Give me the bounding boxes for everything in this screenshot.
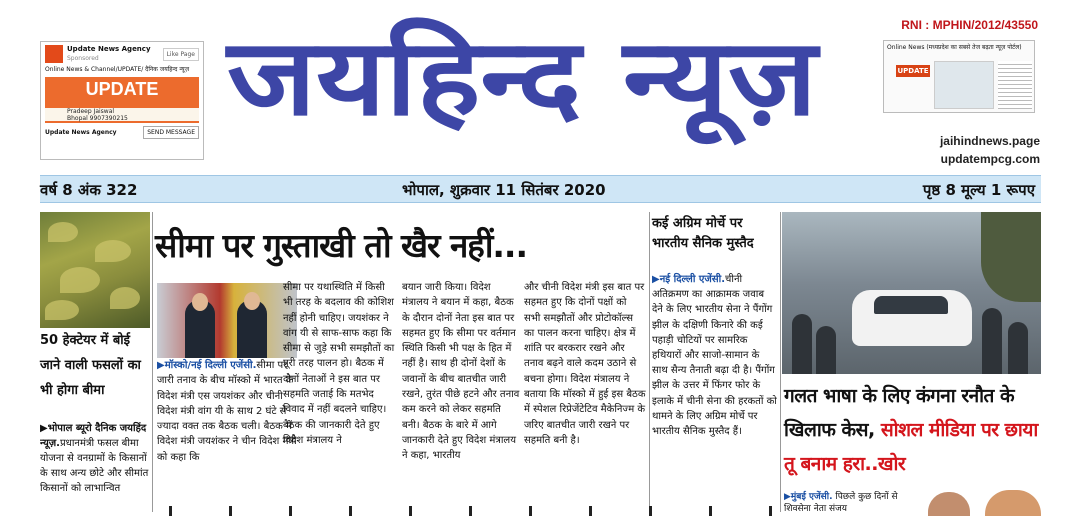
newspaper-title xyxy=(222,6,822,156)
army-story-dateline: ▶नई दिल्ली एजेंसी. xyxy=(652,274,725,285)
face-photo-1 xyxy=(928,492,970,516)
main-story-col-4 xyxy=(524,280,646,506)
main-headline: सीमा पर गुस्ताखी तो खैर नहीं... xyxy=(155,226,527,265)
kangana-story-dateline: ▶मुंबई एजेंसी. xyxy=(784,492,833,502)
ad-right-picture xyxy=(934,61,994,109)
crop-insurance-body xyxy=(40,421,150,516)
website-link-1[interactable]: jaihindnews.page xyxy=(939,134,1040,148)
newspaper-title-text: जयहिन्द न्यूज़ xyxy=(227,16,749,139)
edition-date: भोपाल, शुक्रवार 11 सितंबर 2020 xyxy=(402,181,606,199)
kangana-story-body xyxy=(784,491,924,515)
army-story-text: चीनी अतिक्रमण का आक्रामक जवाब देने के लिए भारतीय सेना ने पैंगोंग झील के दक्षिणी किनारे की कई पहाड़ी चोटियों पर सामरिक हथियारों और साजो-सामान के साथ सैन्य तैनाती बढ़ा दी है। पैंगोंग झील के उत्तर में फिंगर फोर के इलाके में चीनी सेना की हरकतों को थामने के लिए अग्रिम मोर्चे पर भारतीय सैनिक मुस्तैद हैं। xyxy=(652,274,777,438)
ad-right-thumbnail[interactable] xyxy=(883,40,1035,113)
sponsored-label: Sponsored xyxy=(67,55,99,62)
main-story-col-1-text: सीमा पर जारी तनाव के बीच मॉस्को में भारत के विदेश मंत्री एस जयशंकर और चीनी विदेश मंत्री वांग यी के साथ 2 घंटे से ज्यादा वक्त तक बैठक चली। बैठक में विदेश मंत्री जयशंकर ने चीन विदेश मंत्री को कहा कि xyxy=(157,360,297,463)
face-photo-2 xyxy=(985,490,1041,516)
ad-person-phone: Bhopal 9907390215 xyxy=(67,115,128,122)
like-page-button[interactable]: Like Page xyxy=(163,48,199,61)
ad-agency-name: Update News Agency xyxy=(67,45,151,53)
main-story-col-2-text: सीमा पर यथास्थिति में किसी भी तरह के बदलाव की कोशिश नहीं होनी चाहिए। जयशंकर ने वांग यी से साफ-साफ कहा कि सीमा से जुड़े सभी समझौतों का पूरी तरह पालन हो। बैठक में दोनों नेताओं ने इस बात पर सहमति जताई कि मतभेद विवाद में नहीं बदलने चाहिए। बैठक की जानकारी देते हुए विदेश मंत्रालय ने xyxy=(283,282,395,446)
crop-insurance-dateline: ▶भोपाल ब्यूरो दैनिक जयहिंद न्यूज़. xyxy=(40,423,147,449)
website-link-2[interactable]: updatempcg.com xyxy=(940,152,1040,166)
ad-contact xyxy=(67,108,128,122)
main-story-col-2 xyxy=(283,280,395,506)
date-bar xyxy=(40,175,1041,203)
ad-right-caption: Online News (मध्यप्रदेश का सबसे तेज बढ़ता न्यूज़ पोर्टल) xyxy=(887,44,1022,51)
column-divider xyxy=(649,212,650,512)
ad-header xyxy=(41,42,203,66)
crop-insurance-headline: 50 हेक्टेयर में बोई जाने वाली फसलों का भी होगा बीमा xyxy=(40,333,141,398)
kangana-headline-main: गलत भाषा के लिए कंगना रनौत के खिलाफ केस, xyxy=(784,385,1015,441)
ad-banner[interactable] xyxy=(45,77,199,123)
main-story-col-1 xyxy=(157,358,297,508)
next-headline-strip xyxy=(155,506,780,516)
page-price: पृष्ठ 8 मूल्य 1 रूपए xyxy=(922,181,1035,199)
ad-right-banner: UPDATE xyxy=(897,67,929,75)
crop-photo xyxy=(40,212,150,328)
street-car-photo xyxy=(782,212,1041,374)
kangana-headline-red-2: पर छाया तू बनाम हरा..खोर xyxy=(784,419,1038,475)
ad-right-text-lines xyxy=(998,61,1032,109)
main-story-dateline: ▶मॉस्को/नई दिल्ली एजेंसी. xyxy=(157,360,257,371)
crop-insurance-text: प्रधानमंत्री फसल बीमा योजना से वनग्रामों के किसानों के साथ अन्य छोटे और सीमांत किसानों को लाभान्वित xyxy=(40,438,149,494)
ad-banner-text: UPDATE xyxy=(85,79,159,99)
kangana-headline-red-1: सोशल मीडिया xyxy=(880,419,975,441)
main-story-col-3 xyxy=(402,280,520,506)
send-message-button[interactable]: SEND MESSAGE xyxy=(143,126,199,139)
ad-caption: Online News & Channel/UPDATE/ दैनिक जयहिन्द न्यूज़ xyxy=(45,66,190,73)
ad-footer xyxy=(41,123,203,142)
ad-footer-name: Update News Agency xyxy=(45,129,117,136)
ad-person-name: Pradeep Jaiswal xyxy=(67,108,115,115)
main-story-col-4-text: और चीनी विदेश मंत्री इस बात पर सहमत हुए कि दोनों पक्षों को सभी समझौतों और प्रोटोकॉल्स का पालन करना चाहिए। क्षेत्र में शांति पर बरकरार रखने और तनाव बढ़ने वाले कदम उठाने से बचना होगा। विदेश मंत्रालय ने बताया कि मॉस्को में हुई इस बैठक में स्पेशल रिप्रेजेंटेटिव मैकेनिज्म के जरिए बातचीत जारी रखने पर सहमति बनी है। xyxy=(524,282,646,446)
kangana-headline xyxy=(784,379,1041,481)
army-story-body xyxy=(652,272,778,439)
kangana-story-text: पिछले कुछ दिनों से शिवसेना नेता संजय xyxy=(784,492,898,514)
rni-number: RNI : MPHIN/2012/43550 xyxy=(901,18,1038,32)
ministers-photo xyxy=(157,283,297,358)
army-story-headline: कई अग्रिम मोर्चे पर भारतीय सैनिक मुस्तैद xyxy=(652,216,754,251)
issue-number: वर्ष 8 अंक 322 xyxy=(40,181,138,199)
facebook-ad-left[interactable] xyxy=(40,41,204,160)
column-divider xyxy=(780,212,781,512)
column-divider xyxy=(152,212,153,512)
main-story-col-3-text: बयान जारी किया। विदेश मंत्रालय ने बयान में कहा, बैठक के दौरान दोनों नेता इस बात पर सहमत हुए कि सीमा पर वर्तमान स्थिति किसी भी पक्ष के हित में नहीं है। साथ ही दोनों देशों के जवानों के बीच बातचीत जारी रखने, तुरंत पीछे हटने और तनाव कम करने को लेकर सहमति बनी। बैठक के बारे में आगे जानकारी देते हुए विदेश मंत्रालय ने कहा, भारतीय xyxy=(402,282,520,462)
page-thumbnail xyxy=(45,45,63,63)
